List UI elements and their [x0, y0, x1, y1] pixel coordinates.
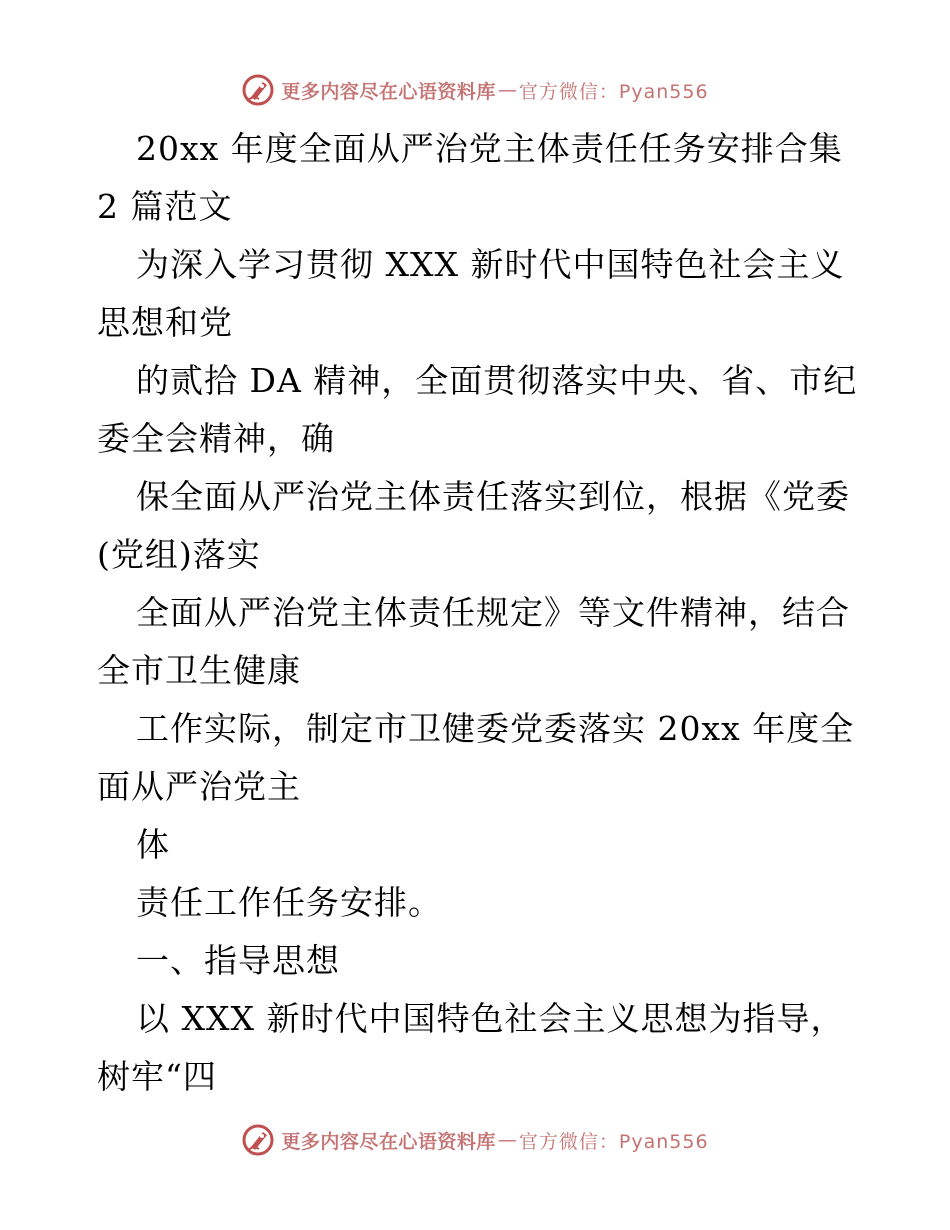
text-line: 保全面从严治党主体责任落实到位，根据《党委: [136, 477, 850, 516]
banner-wechat: 官方微信：Pyan556: [518, 80, 709, 103]
text-line: 2 篇范文: [97, 187, 233, 226]
text-line: 20xx 年度全面从严治党主体责任任务安排合集: [136, 129, 843, 168]
text-line: 责任工作任务安排。: [136, 883, 442, 922]
text-line: 工作实际，制定市卫健委党委落实 20xx 年度全: [136, 709, 855, 748]
banner-dash: —: [497, 1129, 517, 1151]
text-line: (党组)落实: [97, 535, 261, 574]
text-line: 树牢“四: [97, 1057, 217, 1096]
text-line: 委全会精神，确: [97, 419, 335, 458]
banner-dash: —: [497, 79, 517, 101]
text-line: 以 XXX 新时代中国特色社会主义思想为指导，: [136, 999, 845, 1038]
text-line: 面从严治党主: [97, 767, 301, 806]
section-heading: 一、指导思想: [136, 941, 340, 980]
text-line: 为深入学习贯彻 XXX 新时代中国特色社会主义: [136, 245, 845, 284]
footer-banner: [0, 1120, 950, 1160]
text-line: 的贰拾 DA 精神，全面贯彻落实中央、省、市纪: [136, 361, 858, 400]
banner-wechat: 官方微信：Pyan556: [518, 1130, 709, 1153]
text-line: 体: [136, 825, 170, 864]
text-line: 全市卫生健康: [97, 651, 301, 690]
pen-nib-circle-icon: [241, 1123, 275, 1157]
banner-title: 更多内容尽在心语资料库: [281, 1130, 496, 1153]
text-line: 思想和党: [97, 303, 233, 342]
document-body: [0, 120, 950, 1106]
pen-nib-circle-icon: [241, 73, 275, 107]
banner-title: 更多内容尽在心语资料库: [281, 80, 496, 103]
text-line: 全面从严治党主体责任规定》等文件精神，结合: [136, 593, 850, 632]
header-banner: [0, 70, 950, 110]
